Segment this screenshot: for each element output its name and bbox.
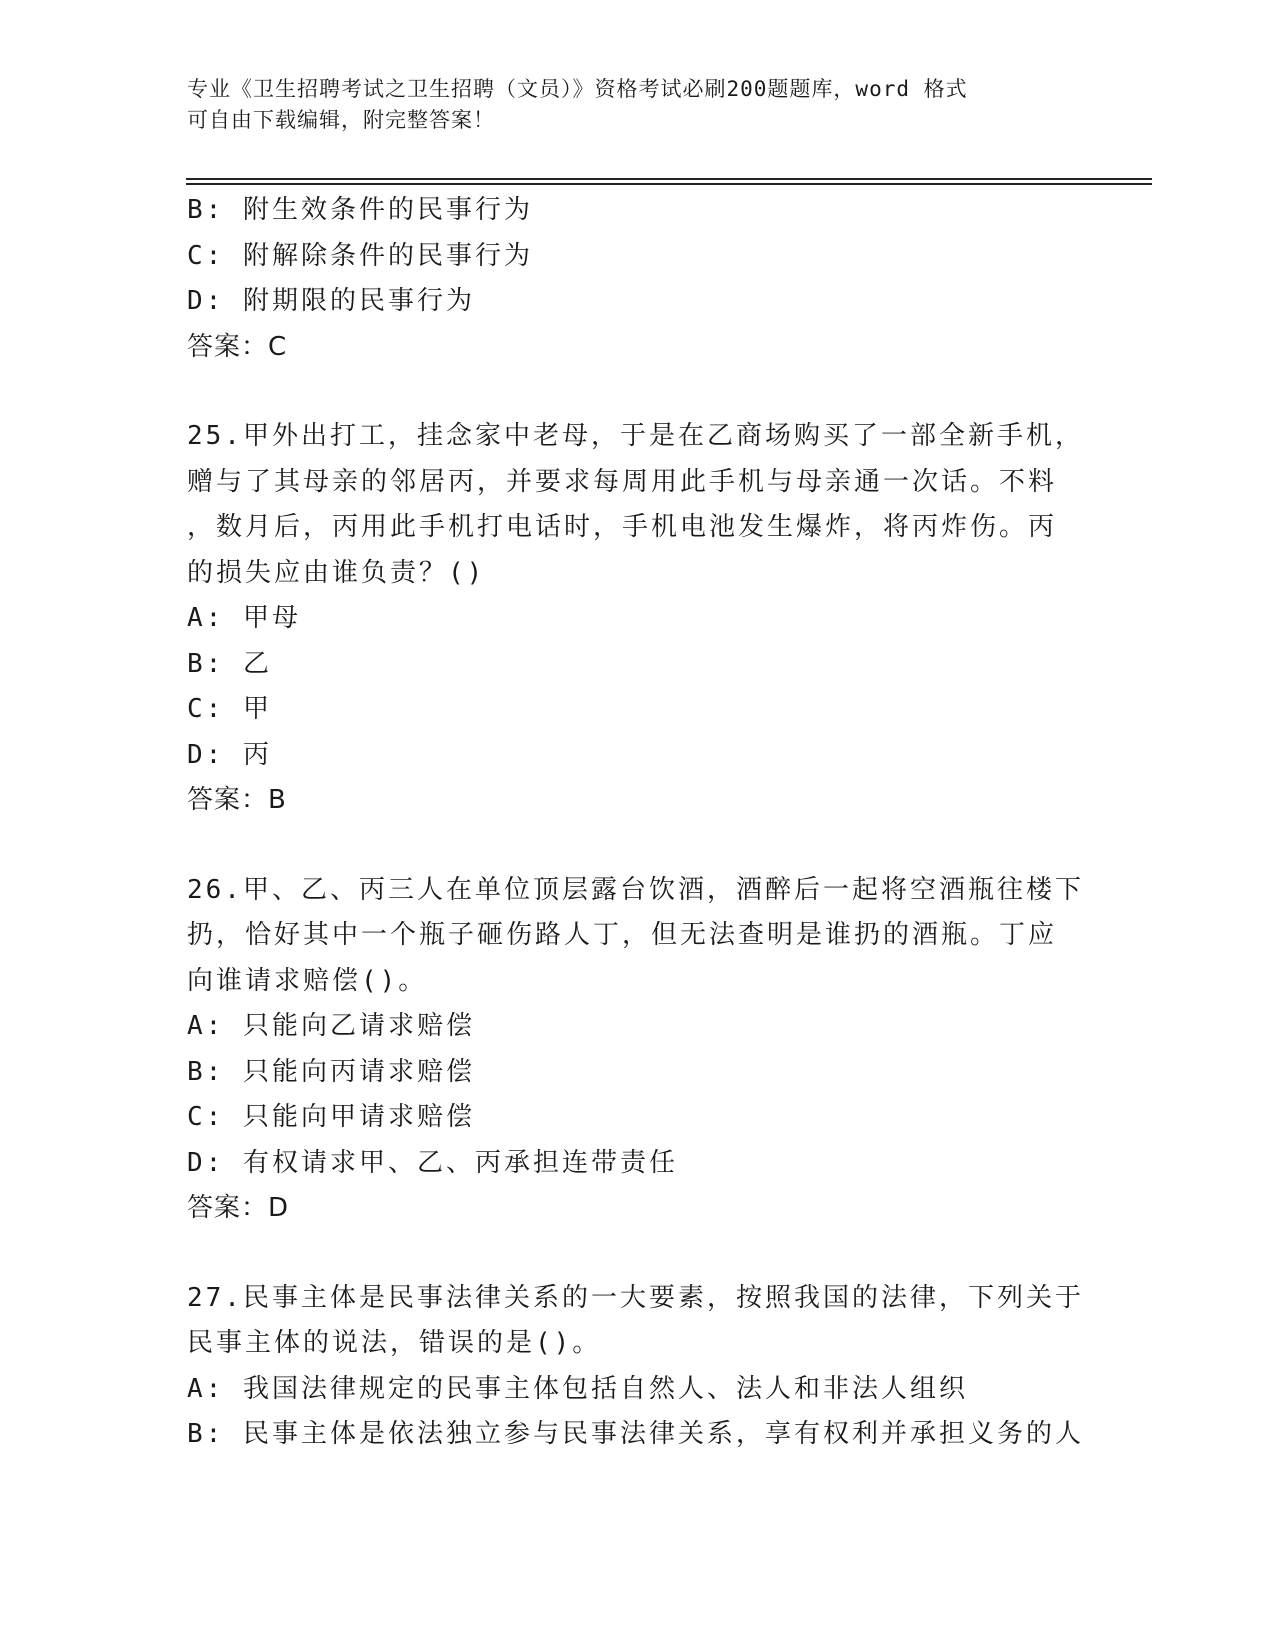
spacer	[187, 370, 1087, 414]
header-line-2: 可自由下载编辑，附完整答案！	[187, 108, 495, 132]
header-rule-top	[186, 178, 1152, 180]
question-stem-line: 26.甲、乙、丙三人在单位顶层露台饮酒，酒醉后一起将空酒瓶往楼下	[187, 874, 1084, 905]
option-b: B: 附生效条件的民事行为	[187, 195, 533, 225]
question-stem-line: 25.甲外出打工，挂念家中老母，于是在乙商场购买了一部全新手机，	[187, 421, 1084, 451]
header-rule-bottom	[186, 183, 1152, 185]
option-b: B: 民事主体是依法独立参与民事法律关系，享有权利并承担义务的人	[187, 1419, 1084, 1449]
question-list	[187, 188, 1087, 1458]
option-d: D: 丙	[187, 739, 272, 770]
option-d: D: 有权请求甲、乙、丙承担连带责任	[187, 1147, 678, 1178]
option-b: B: 只能向丙请求赔偿	[187, 1056, 475, 1087]
question-stem-line: 向谁请求赔偿()。	[187, 965, 428, 996]
question-stem-line: 的损失应由谁负责？()	[187, 557, 486, 588]
question-27	[187, 1276, 1087, 1458]
spacer	[187, 1232, 1087, 1276]
question-24	[187, 188, 1087, 370]
answer: 答案：B	[187, 785, 287, 815]
option-c: C: 甲	[187, 694, 272, 724]
spacer	[187, 824, 1087, 868]
header-line-1: 专业《卫生招聘考试之卫生招聘（文员）》资格考试必刷200题题库，word 格式	[187, 77, 968, 101]
question-stem-line: 27.民事主体是民事法律关系的一大要素，按照我国的法律，下列关于	[187, 1282, 1084, 1313]
document-header	[187, 74, 1067, 136]
question-stem-line: ，数月后，丙用此手机打电话时，手机电池发生爆炸，将丙炸伤。丙	[187, 512, 1058, 542]
option-a: A: 甲母	[187, 603, 301, 633]
option-d: D: 附期限的民事行为	[187, 286, 475, 316]
question-26	[187, 868, 1087, 1232]
question-stem-line: 民事主体的说法，错误的是()。	[187, 1328, 602, 1358]
question-25	[187, 414, 1087, 824]
option-a: A: 我国法律规定的民事主体包括自然人、法人和非法人组织	[187, 1373, 968, 1404]
answer: 答案：C	[187, 331, 288, 362]
answer: 答案：D	[187, 1193, 290, 1223]
option-c: C: 附解除条件的民事行为	[187, 240, 533, 271]
option-a: A: 只能向乙请求赔偿	[187, 1011, 475, 1041]
option-b: B: 乙	[187, 648, 272, 679]
question-stem-line: 扔，恰好其中一个瓶子砸伤路人丁，但无法查明是谁扔的酒瓶。丁应	[187, 920, 1058, 950]
option-c: C: 只能向甲请求赔偿	[187, 1102, 475, 1132]
question-stem-line: 赠与了其母亲的邻居丙，并要求每周用此手机与母亲通一次话。不料	[187, 466, 1058, 497]
